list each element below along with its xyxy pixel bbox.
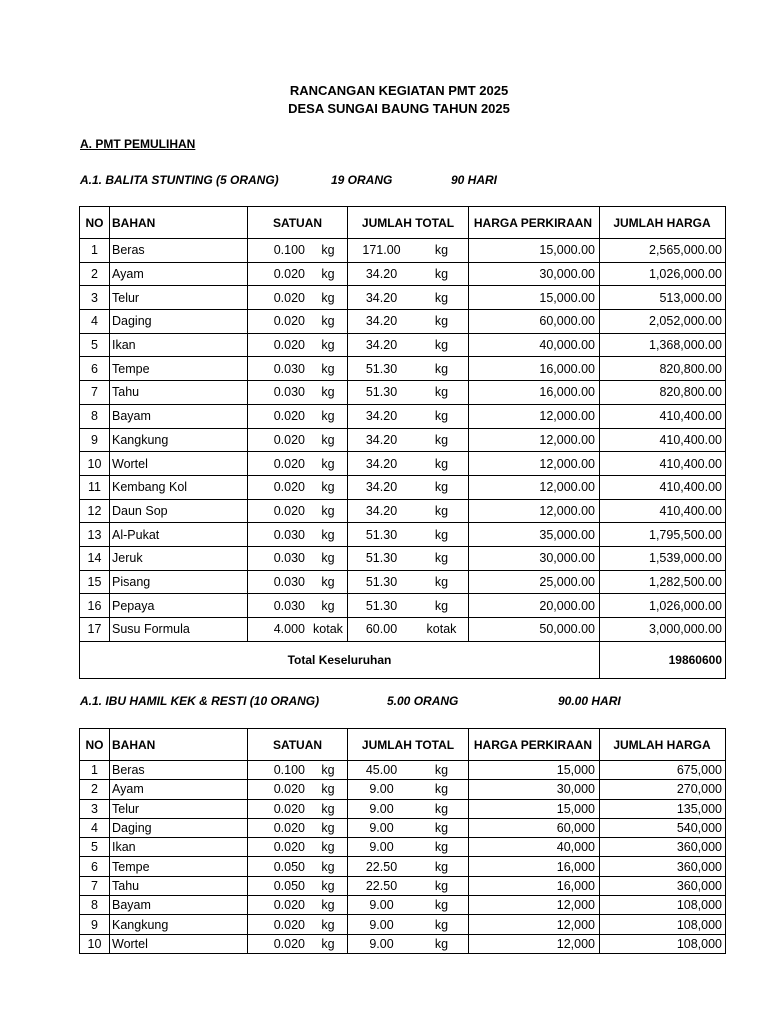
cell-satuan-unit: kg	[309, 896, 348, 915]
cell-bahan: Kangkung	[110, 915, 248, 934]
cell-jumlah-harga: 1,539,000.00	[600, 546, 726, 570]
cell-jumlah-harga: 410,400.00	[600, 452, 726, 476]
document-title: RANCANGAN KEGIATAN PMT 2025	[289, 83, 509, 98]
cell-no: 15	[80, 570, 110, 594]
cell-bahan: Ayam	[110, 262, 248, 286]
table-row	[80, 934, 726, 953]
table1-orang: 19 ORANG	[331, 173, 393, 187]
cell-jumlah-total: 34.20	[348, 452, 416, 476]
total-value: 19860600	[600, 641, 726, 678]
cell-satuan-unit: kg	[309, 357, 348, 381]
cell-jumlah-harga: 108,000	[600, 934, 726, 953]
cell-bahan: Telur	[110, 286, 248, 310]
table1-hari: 90 HARI	[451, 173, 498, 187]
cell-jumlah-total: 9.00	[348, 896, 416, 915]
cell-jumlah-total: 22.50	[348, 876, 416, 895]
cell-jumlah-unit: kg	[415, 523, 469, 547]
cell-satuan-unit: kg	[309, 239, 348, 263]
table-row	[80, 310, 726, 334]
cell-jumlah-harga: 540,000	[600, 818, 726, 837]
cell-jumlah-harga: 410,400.00	[600, 499, 726, 523]
cell-bahan: Tahu	[110, 876, 248, 895]
cell-jumlah-unit: kg	[415, 799, 469, 818]
cell-satuan: 0.020	[248, 896, 310, 915]
cell-jumlah-unit: kg	[415, 838, 469, 857]
cell-no: 1	[80, 761, 110, 780]
cell-satuan-unit: kg	[309, 499, 348, 523]
cell-satuan-unit: kg	[309, 475, 348, 499]
cell-bahan: Beras	[110, 239, 248, 263]
cell-bahan: Beras	[110, 761, 248, 780]
cell-jumlah-harga: 1,026,000.00	[600, 594, 726, 618]
col-header-satuan: SATUAN	[248, 207, 348, 239]
cell-jumlah-total: 51.30	[348, 546, 416, 570]
cell-bahan: Wortel	[110, 934, 248, 953]
table-row	[80, 523, 726, 547]
table-row	[80, 381, 726, 405]
cell-harga-perkiraan: 60,000	[469, 818, 600, 837]
cell-satuan: 0.030	[248, 546, 310, 570]
cell-jumlah-harga: 2,565,000.00	[600, 239, 726, 263]
cell-jumlah-unit: kg	[415, 818, 469, 837]
table-row	[80, 594, 726, 618]
cell-satuan: 0.100	[248, 761, 310, 780]
table-balita-stunting	[79, 206, 726, 679]
cell-jumlah-harga: 360,000	[600, 857, 726, 876]
cell-jumlah-total: 9.00	[348, 915, 416, 934]
col-header-no: NO	[80, 207, 110, 239]
table-row	[80, 499, 726, 523]
cell-jumlah-total: 34.20	[348, 404, 416, 428]
cell-satuan-unit: kg	[309, 761, 348, 780]
cell-satuan-unit: kg	[309, 452, 348, 476]
cell-no: 3	[80, 799, 110, 818]
cell-bahan: Pepaya	[110, 594, 248, 618]
cell-no: 17	[80, 618, 110, 642]
cell-jumlah-total: 60.00	[348, 618, 416, 642]
cell-no: 16	[80, 594, 110, 618]
cell-no: 2	[80, 780, 110, 799]
cell-bahan: Bayam	[110, 896, 248, 915]
cell-bahan: Wortel	[110, 452, 248, 476]
table-row	[80, 780, 726, 799]
cell-harga-perkiraan: 12,000	[469, 896, 600, 915]
cell-no: 1	[80, 239, 110, 263]
cell-jumlah-harga: 410,400.00	[600, 428, 726, 452]
cell-satuan-unit: kg	[309, 594, 348, 618]
cell-bahan: Ikan	[110, 333, 248, 357]
cell-bahan: Susu Formula	[110, 618, 248, 642]
cell-satuan: 4.000	[248, 618, 310, 642]
cell-jumlah-unit: kg	[415, 286, 469, 310]
table-header-row	[80, 729, 726, 761]
cell-satuan: 0.020	[248, 799, 310, 818]
cell-jumlah-unit: kg	[415, 333, 469, 357]
col-header-jumlah-total: JUMLAH TOTAL	[348, 207, 469, 239]
cell-jumlah-total: 34.20	[348, 262, 416, 286]
cell-harga-perkiraan: 15,000	[469, 799, 600, 818]
cell-jumlah-unit: kg	[415, 262, 469, 286]
cell-bahan: Telur	[110, 799, 248, 818]
cell-satuan-unit: kg	[309, 523, 348, 547]
cell-jumlah-unit: kg	[415, 761, 469, 780]
cell-no: 10	[80, 934, 110, 953]
table-row	[80, 239, 726, 263]
cell-satuan-unit: kg	[309, 818, 348, 837]
table-row	[80, 357, 726, 381]
cell-jumlah-unit: kg	[415, 404, 469, 428]
cell-jumlah-harga: 2,052,000.00	[600, 310, 726, 334]
cell-jumlah-total: 51.30	[348, 594, 416, 618]
cell-satuan-unit: kg	[309, 857, 348, 876]
cell-jumlah-total: 9.00	[348, 934, 416, 953]
cell-bahan: Daging	[110, 310, 248, 334]
cell-harga-perkiraan: 40,000.00	[469, 333, 600, 357]
cell-harga-perkiraan: 12,000.00	[469, 404, 600, 428]
cell-jumlah-total: 34.20	[348, 475, 416, 499]
cell-bahan: Pisang	[110, 570, 248, 594]
col-header-bahan: BAHAN	[110, 207, 248, 239]
cell-jumlah-total: 34.20	[348, 428, 416, 452]
cell-no: 5	[80, 333, 110, 357]
cell-no: 7	[80, 876, 110, 895]
table-row	[80, 475, 726, 499]
cell-jumlah-harga: 270,000	[600, 780, 726, 799]
cell-jumlah-unit: kg	[415, 428, 469, 452]
cell-jumlah-total: 9.00	[348, 818, 416, 837]
col-header-jumlah-harga: JUMLAH HARGA	[600, 729, 726, 761]
cell-jumlah-total: 9.00	[348, 799, 416, 818]
cell-no: 8	[80, 404, 110, 428]
cell-harga-perkiraan: 16,000.00	[469, 381, 600, 405]
table-row	[80, 333, 726, 357]
document-subtitle: DESA SUNGAI BAUNG TAHUN 2025	[288, 101, 510, 116]
cell-jumlah-unit: kg	[415, 896, 469, 915]
total-row	[80, 641, 726, 678]
col-header-jumlah-total: JUMLAH TOTAL	[348, 729, 469, 761]
cell-satuan: 0.030	[248, 594, 310, 618]
cell-bahan: Tahu	[110, 381, 248, 405]
cell-jumlah-total: 51.30	[348, 570, 416, 594]
cell-satuan: 0.050	[248, 857, 310, 876]
col-header-no: NO	[80, 729, 110, 761]
table-row	[80, 428, 726, 452]
cell-satuan: 0.030	[248, 570, 310, 594]
cell-jumlah-total: 34.20	[348, 286, 416, 310]
cell-no: 9	[80, 915, 110, 934]
table-row	[80, 857, 726, 876]
cell-jumlah-total: 51.30	[348, 523, 416, 547]
cell-jumlah-unit: kg	[415, 499, 469, 523]
cell-jumlah-harga: 360,000	[600, 838, 726, 857]
cell-jumlah-harga: 820,800.00	[600, 357, 726, 381]
cell-no: 7	[80, 381, 110, 405]
cell-bahan: Al-Pukat	[110, 523, 248, 547]
cell-jumlah-harga: 135,000	[600, 799, 726, 818]
table-row	[80, 262, 726, 286]
cell-bahan: Kembang Kol	[110, 475, 248, 499]
section-heading: A. PMT PEMULIHAN	[80, 137, 196, 151]
cell-no: 6	[80, 857, 110, 876]
cell-jumlah-harga: 1,282,500.00	[600, 570, 726, 594]
table-row	[80, 915, 726, 934]
cell-jumlah-total: 51.30	[348, 357, 416, 381]
cell-jumlah-unit: kg	[415, 570, 469, 594]
col-header-jumlah-harga: JUMLAH HARGA	[600, 207, 726, 239]
cell-harga-perkiraan: 12,000	[469, 934, 600, 953]
cell-jumlah-total: 9.00	[348, 838, 416, 857]
cell-satuan: 0.020	[248, 475, 310, 499]
cell-jumlah-harga: 108,000	[600, 896, 726, 915]
cell-satuan-unit: kg	[309, 333, 348, 357]
cell-bahan: Kangkung	[110, 428, 248, 452]
cell-harga-perkiraan: 30,000	[469, 780, 600, 799]
table-row	[80, 799, 726, 818]
cell-harga-perkiraan: 12,000.00	[469, 452, 600, 476]
cell-bahan: Jeruk	[110, 546, 248, 570]
cell-harga-perkiraan: 30,000.00	[469, 262, 600, 286]
cell-satuan-unit: kg	[309, 570, 348, 594]
cell-satuan: 0.020	[248, 780, 310, 799]
table-row	[80, 618, 726, 642]
cell-bahan: Tempe	[110, 857, 248, 876]
cell-harga-perkiraan: 12,000.00	[469, 475, 600, 499]
cell-harga-perkiraan: 20,000.00	[469, 594, 600, 618]
cell-harga-perkiraan: 16,000	[469, 857, 600, 876]
cell-jumlah-total: 9.00	[348, 780, 416, 799]
cell-satuan-unit: kg	[309, 310, 348, 334]
cell-harga-perkiraan: 12,000.00	[469, 428, 600, 452]
cell-jumlah-unit: kg	[415, 780, 469, 799]
cell-no: 3	[80, 286, 110, 310]
cell-jumlah-total: 171.00	[348, 239, 416, 263]
cell-harga-perkiraan: 12,000	[469, 915, 600, 934]
cell-no: 10	[80, 452, 110, 476]
cell-satuan-unit: kg	[309, 428, 348, 452]
cell-harga-perkiraan: 15,000.00	[469, 286, 600, 310]
cell-jumlah-unit: kg	[415, 310, 469, 334]
cell-bahan: Daging	[110, 818, 248, 837]
cell-satuan-unit: kg	[309, 381, 348, 405]
col-header-harga-perkiraan: HARGA PERKIRAAN	[469, 207, 600, 239]
cell-jumlah-harga: 360,000	[600, 876, 726, 895]
cell-satuan: 0.100	[248, 239, 310, 263]
table-row	[80, 404, 726, 428]
cell-harga-perkiraan: 12,000.00	[469, 499, 600, 523]
col-header-satuan: SATUAN	[248, 729, 348, 761]
col-header-harga-perkiraan: HARGA PERKIRAAN	[469, 729, 600, 761]
cell-satuan: 0.030	[248, 357, 310, 381]
table-ibu-hamil	[79, 728, 726, 954]
cell-jumlah-total: 22.50	[348, 857, 416, 876]
cell-no: 12	[80, 499, 110, 523]
cell-satuan-unit: kg	[309, 404, 348, 428]
cell-jumlah-unit: kg	[415, 594, 469, 618]
table-row	[80, 896, 726, 915]
cell-jumlah-harga: 820,800.00	[600, 381, 726, 405]
table2-hari: 90.00 HARI	[558, 694, 621, 708]
cell-no: 8	[80, 896, 110, 915]
cell-satuan: 0.020	[248, 428, 310, 452]
cell-jumlah-unit: kg	[415, 915, 469, 934]
cell-harga-perkiraan: 16,000.00	[469, 357, 600, 381]
cell-jumlah-unit: kg	[415, 452, 469, 476]
cell-satuan: 0.020	[248, 286, 310, 310]
cell-satuan: 0.020	[248, 499, 310, 523]
cell-jumlah-harga: 1,026,000.00	[600, 262, 726, 286]
cell-satuan: 0.050	[248, 876, 310, 895]
cell-satuan-unit: kg	[309, 876, 348, 895]
cell-jumlah-total: 34.20	[348, 310, 416, 334]
cell-satuan: 0.020	[248, 452, 310, 476]
cell-harga-perkiraan: 25,000.00	[469, 570, 600, 594]
cell-jumlah-unit: kg	[415, 546, 469, 570]
cell-jumlah-harga: 675,000	[600, 761, 726, 780]
cell-jumlah-harga: 1,795,500.00	[600, 523, 726, 547]
cell-satuan: 0.020	[248, 333, 310, 357]
cell-satuan: 0.020	[248, 838, 310, 857]
cell-satuan-unit: kg	[309, 915, 348, 934]
cell-no: 13	[80, 523, 110, 547]
cell-jumlah-harga: 1,368,000.00	[600, 333, 726, 357]
cell-jumlah-unit: kg	[415, 857, 469, 876]
cell-bahan: Daun Sop	[110, 499, 248, 523]
cell-harga-perkiraan: 40,000	[469, 838, 600, 857]
cell-jumlah-unit: kg	[415, 381, 469, 405]
cell-jumlah-total: 34.20	[348, 333, 416, 357]
cell-no: 9	[80, 428, 110, 452]
cell-jumlah-harga: 3,000,000.00	[600, 618, 726, 642]
cell-bahan: Ayam	[110, 780, 248, 799]
cell-jumlah-harga: 513,000.00	[600, 286, 726, 310]
cell-jumlah-unit: kg	[415, 239, 469, 263]
col-header-bahan: BAHAN	[110, 729, 248, 761]
cell-satuan-unit: kg	[309, 838, 348, 857]
cell-harga-perkiraan: 60,000.00	[469, 310, 600, 334]
cell-no: 4	[80, 818, 110, 837]
cell-satuan: 0.020	[248, 818, 310, 837]
total-label: Total Keseluruhan	[80, 641, 600, 678]
cell-no: 6	[80, 357, 110, 381]
cell-satuan: 0.020	[248, 915, 310, 934]
cell-jumlah-harga: 410,400.00	[600, 404, 726, 428]
cell-jumlah-total: 45.00	[348, 761, 416, 780]
cell-satuan: 0.030	[248, 381, 310, 405]
cell-jumlah-total: 34.20	[348, 499, 416, 523]
cell-satuan: 0.020	[248, 262, 310, 286]
cell-no: 4	[80, 310, 110, 334]
cell-satuan-unit: kg	[309, 262, 348, 286]
cell-harga-perkiraan: 15,000.00	[469, 239, 600, 263]
cell-no: 11	[80, 475, 110, 499]
table-row	[80, 818, 726, 837]
table2-label: A.1. IBU HAMIL KEK & RESTI (10 ORANG)	[80, 694, 320, 708]
cell-satuan-unit: kg	[309, 799, 348, 818]
cell-jumlah-total: 51.30	[348, 381, 416, 405]
cell-satuan: 0.020	[248, 310, 310, 334]
cell-satuan-unit: kotak	[309, 618, 348, 642]
cell-harga-perkiraan: 15,000	[469, 761, 600, 780]
cell-jumlah-harga: 108,000	[600, 915, 726, 934]
cell-jumlah-unit: kotak	[415, 618, 469, 642]
cell-no: 2	[80, 262, 110, 286]
table-row	[80, 546, 726, 570]
cell-jumlah-unit: kg	[415, 357, 469, 381]
cell-jumlah-unit: kg	[415, 475, 469, 499]
table-row	[80, 452, 726, 476]
cell-satuan: 0.020	[248, 404, 310, 428]
cell-jumlah-unit: kg	[415, 876, 469, 895]
cell-no: 14	[80, 546, 110, 570]
cell-satuan-unit: kg	[309, 780, 348, 799]
cell-no: 5	[80, 838, 110, 857]
table-row	[80, 838, 726, 857]
cell-harga-perkiraan: 30,000.00	[469, 546, 600, 570]
cell-jumlah-harga: 410,400.00	[600, 475, 726, 499]
table-row	[80, 286, 726, 310]
table2-orang: 5.00 ORANG	[387, 694, 459, 708]
table1-label: A.1. BALITA STUNTING (5 ORANG)	[80, 173, 279, 187]
cell-bahan: Ikan	[110, 838, 248, 857]
cell-satuan-unit: kg	[309, 546, 348, 570]
table-row	[80, 761, 726, 780]
cell-jumlah-unit: kg	[415, 934, 469, 953]
cell-harga-perkiraan: 16,000	[469, 876, 600, 895]
table-row	[80, 876, 726, 895]
cell-satuan: 0.020	[248, 934, 310, 953]
cell-satuan: 0.030	[248, 523, 310, 547]
table-row	[80, 570, 726, 594]
cell-satuan-unit: kg	[309, 934, 348, 953]
cell-satuan-unit: kg	[309, 286, 348, 310]
cell-bahan: Tempe	[110, 357, 248, 381]
cell-harga-perkiraan: 50,000.00	[469, 618, 600, 642]
table-header-row	[80, 207, 726, 239]
cell-bahan: Bayam	[110, 404, 248, 428]
cell-harga-perkiraan: 35,000.00	[469, 523, 600, 547]
